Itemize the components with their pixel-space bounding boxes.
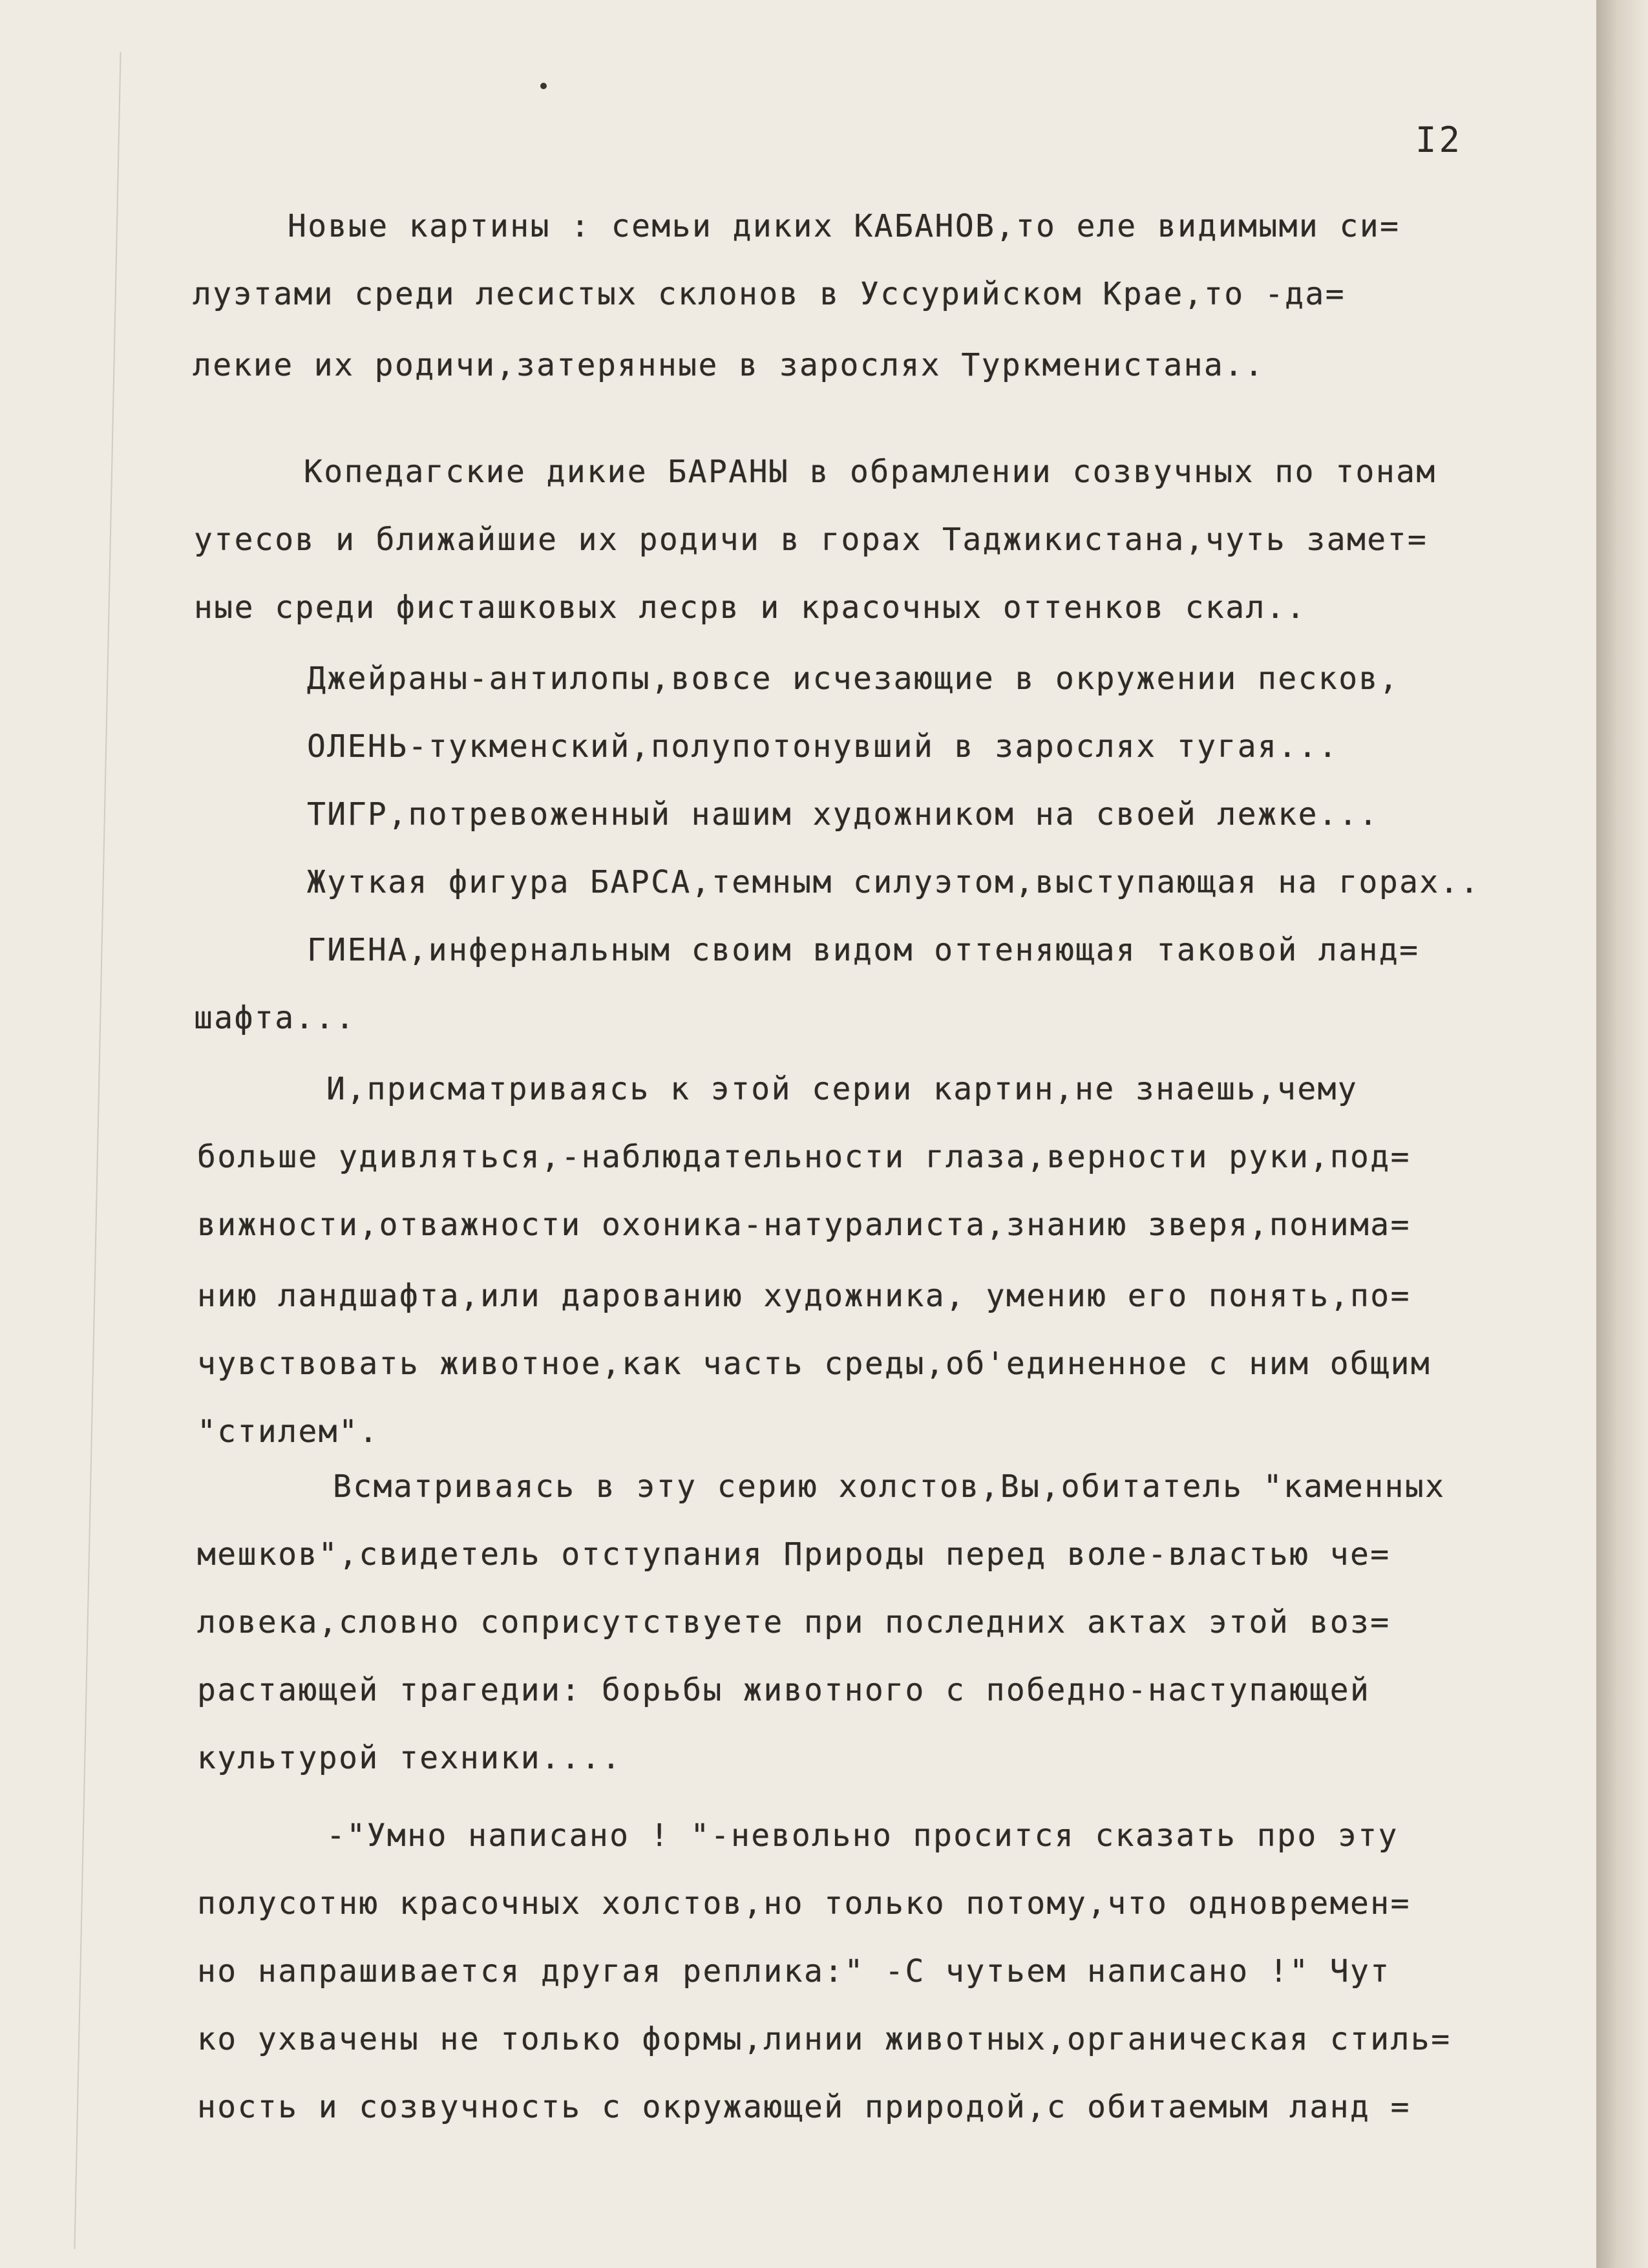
text-line: Копедагские дикие БАРАНЫ в обрамлении созвучных по тонам [304, 454, 1437, 490]
text-line: Джейраны-антилопы,вовсе исчезающие в окружении песков, [307, 661, 1400, 697]
text-line: но напрашивается другая реплика:" -С чутьем написано !" Чут [197, 1953, 1391, 1989]
text-line: утесов и ближайшие их родичи в горах Таджикистана,чуть замет= [194, 522, 1428, 558]
text-line: чувствовать животное,как часть среды,об'единенное с ним общим [197, 1346, 1431, 1382]
text-line: Новые картины : семьи диких КАБАНОВ,то еле видимыми си= [288, 208, 1400, 244]
text-line: ГИЕНА,инфернальным своим видом оттеняющая таковой ланд= [307, 932, 1420, 968]
text-line: шафта... [194, 1000, 356, 1036]
text-line: И,присматриваясь к этой серии картин,не знаешь,чему [326, 1071, 1358, 1107]
text-line: ОЛЕНЬ-тукменский,полупотонувший в зарослях тугая... [307, 728, 1339, 765]
text-line: ные среди фисташковых лесрв и красочных оттенков скал.. [194, 589, 1307, 626]
text-line: растающей трагедии: борьбы животного с победно-наступающей [197, 1672, 1371, 1708]
text-line: "стилем". [197, 1414, 379, 1450]
text-line: ТИГР,потревоженный нашим художником на своей лежке... [307, 796, 1379, 832]
text-line: культурой техники.... [197, 1740, 622, 1776]
text-line: больше удивляться,-наблюдательности глаза,верности руки,под= [197, 1139, 1411, 1175]
text-line: Всматриваясь в эту серию холстов,Вы,обитатель "каменных [333, 1468, 1446, 1505]
text-line: мешков",свидетель отступания Природы перед воле-властью че= [197, 1536, 1391, 1573]
text-line: полусотню красочных холстов,но только потому,что одновремен= [197, 1885, 1411, 1922]
text-line: ность и созвучность с окружающей природой,с обитаемым ланд = [197, 2089, 1411, 2125]
text-line: -"Умно написано ! "-невольно просится сказать про эту [326, 1818, 1399, 1854]
text-line: ко ухвачены не только формы,линии животных,органическая стиль= [197, 2021, 1452, 2057]
text-line: луэтами среди лесистых склонов в Уссурийском Крае,то -да= [193, 276, 1346, 312]
page-number: I2 [1415, 120, 1463, 160]
text-line: лекие их родичи,затерянные в зарослях Туркменистана.. [193, 347, 1265, 383]
text-line: нию ландшафта,или дарованию художника, умению его понять,по= [197, 1278, 1411, 1314]
text-line: ловека,словно соприсутствуете при последних актах этой воз= [197, 1604, 1391, 1640]
text-line: Жуткая фигура БАРСА,темным силуэтом,выступающая на горах.. [307, 864, 1481, 900]
text-line: вижности,отважности охоника-натуралиста,знанию зверя,понима= [197, 1207, 1411, 1243]
paper-edge [1596, 0, 1648, 2268]
